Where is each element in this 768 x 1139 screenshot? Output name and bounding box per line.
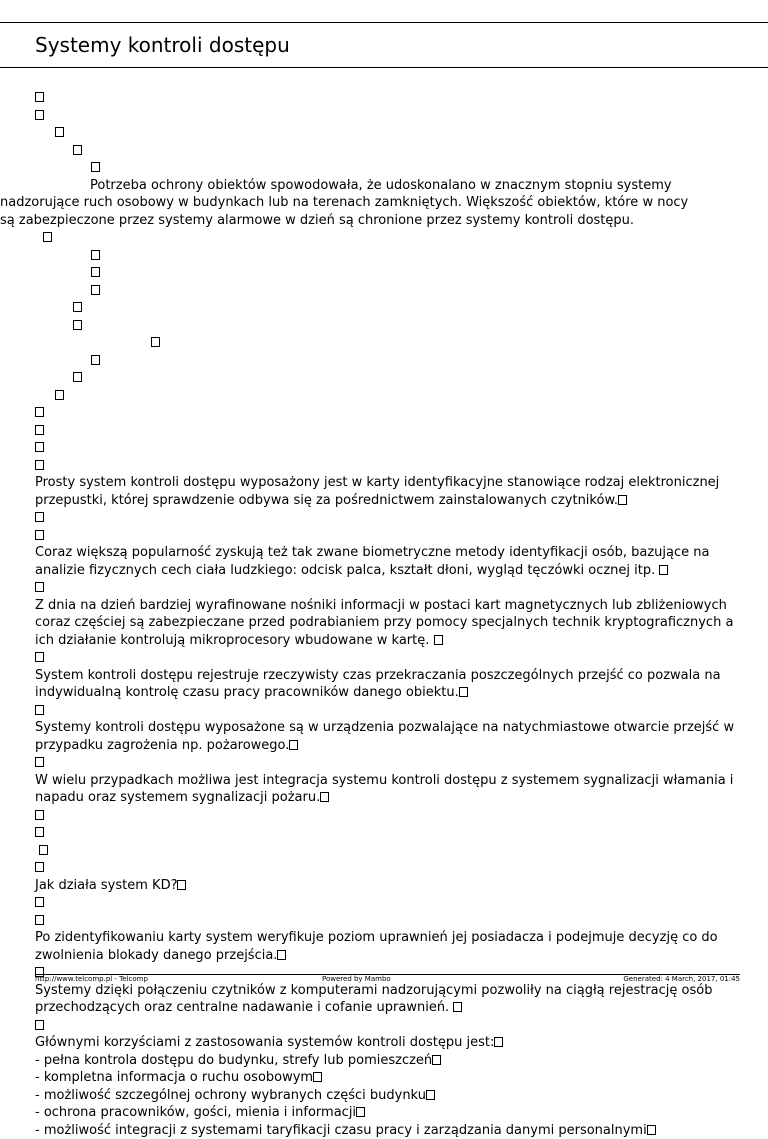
- missing-glyph-icon: [91, 267, 100, 277]
- missing-glyph-icon: [459, 687, 468, 697]
- placeholder-line: [35, 369, 740, 387]
- missing-glyph-icon: [356, 1107, 365, 1117]
- missing-glyph-icon: [55, 127, 64, 137]
- missing-glyph-icon: [151, 337, 160, 347]
- missing-glyph-icon: [35, 442, 44, 452]
- paragraph: [35, 544, 740, 579]
- missing-glyph-icon: [35, 827, 44, 837]
- missing-glyph-icon: [35, 810, 44, 820]
- paragraph-text: Głównymi korzyściami z zastosowania systemów kontroli dostępu jest:: [35, 1035, 494, 1050]
- placeholder-line: [35, 229, 740, 247]
- paragraph: [35, 772, 740, 807]
- placeholder-line: [35, 142, 740, 160]
- missing-glyph-icon: [494, 1037, 503, 1047]
- missing-glyph-icon: [35, 110, 44, 120]
- missing-glyph-icon: [35, 407, 44, 417]
- paragraph-text: Potrzeba ochrony obiektów spowodowała, że udoskonalano w znacznym stopniu systemy nadzorujące ruch osobowy w budynkach lub na terenach zamkniętych. Większość obiektów, które w nocy są zabezpieczone przez systemy alarmowe w dzień są chronione przez systemy kontroli dostępu.: [0, 178, 688, 228]
- placeholder-line: [35, 912, 740, 930]
- missing-glyph-icon: [35, 92, 44, 102]
- list-item: [35, 1122, 740, 1139]
- paragraph: [35, 597, 740, 650]
- missing-glyph-icon: [35, 862, 44, 872]
- placeholder-line: [35, 299, 740, 317]
- missing-glyph-icon: [35, 705, 44, 715]
- missing-glyph-icon: [39, 845, 48, 855]
- missing-glyph-icon: [73, 372, 82, 382]
- missing-glyph-icon: [35, 530, 44, 540]
- placeholder-line: [35, 352, 740, 370]
- placeholder-line: [35, 334, 740, 352]
- title-rule: [0, 67, 768, 68]
- placeholder-line: [35, 894, 740, 912]
- footer-generated-date: Generated: 4 March, 2017, 01:45: [623, 975, 740, 983]
- missing-glyph-icon: [35, 1020, 44, 1030]
- missing-glyph-icon: [73, 320, 82, 330]
- missing-glyph-icon: [453, 1002, 462, 1012]
- placeholder-line: [35, 89, 740, 107]
- missing-glyph-icon: [35, 915, 44, 925]
- placeholder-line: [35, 754, 740, 772]
- paragraph-text: Systemy dzięki połączeniu czytników z komputerami nadzorującymi pozwoliły na ciągłą rejestrację osób przechodzących oraz centralne nadawanie i cofanie uprawnień.: [35, 983, 712, 1016]
- list-item-text: - możliwość integracji z systemami taryfikacji czasu pracy i zarządzania danymi personalnymi: [35, 1123, 647, 1138]
- missing-glyph-icon: [91, 162, 100, 172]
- placeholder-line: [35, 702, 740, 720]
- placeholder-line: [35, 159, 740, 177]
- footer-powered-by: Powered by Mambo: [322, 975, 391, 983]
- list-item-text: - możliwość szczególnej ochrony wybranych części budynku: [35, 1088, 426, 1103]
- question-text: Jak działa system KD?: [35, 878, 177, 893]
- paragraph-text: Prosty system kontroli dostępu wyposażony jest w karty identyfikacyjne stanowiące rodzaj elektronicznej przepustki, której sprawdzenie odbywa się za pośrednictwem zainstalowanych czytników.: [35, 475, 719, 508]
- list-item-text: - pełna kontrola dostępu do budynku, strefy lub pomieszczeń: [35, 1053, 432, 1068]
- placeholder-line: [35, 579, 740, 597]
- placeholder-line: [35, 457, 740, 475]
- missing-glyph-icon: [432, 1055, 441, 1065]
- placeholder-line: [35, 124, 740, 142]
- placeholder-line: [35, 824, 740, 842]
- paragraph: [35, 667, 740, 702]
- paragraph: [35, 719, 740, 754]
- footer-url: http://www.telcomp.pl - Telcomp: [35, 975, 148, 983]
- missing-glyph-icon: [35, 425, 44, 435]
- placeholder-line: [35, 649, 740, 667]
- placeholder-line: [35, 282, 740, 300]
- missing-glyph-icon: [35, 897, 44, 907]
- missing-glyph-icon: [647, 1125, 656, 1135]
- placeholder-line: [35, 439, 740, 457]
- missing-glyph-icon: [73, 145, 82, 155]
- missing-glyph-icon: [35, 652, 44, 662]
- placeholder-line: [35, 387, 740, 405]
- list-item: [35, 1069, 740, 1087]
- paragraph-text: Coraz większą popularność zyskują też tak zwane biometryczne metody identyfikacji osób, bazujące na analizie fizycznych cech ciała ludzkiego: odcisk palca, kształt dłoni, wygląd tęczówki ocznej itp.: [35, 545, 709, 578]
- missing-glyph-icon: [55, 390, 64, 400]
- paragraph-text: Systemy kontroli dostępu wyposażone są w urządzenia pozwalające na natychmiastowe otwarcie przejść w przypadku zagrożenia np. pożarowego.: [35, 720, 734, 753]
- page-footer: [35, 975, 740, 987]
- placeholder-line: [35, 509, 740, 527]
- missing-glyph-icon: [659, 565, 668, 575]
- paragraph-text: Po zidentyfikowaniu karty system weryfikuje poziom uprawnień jej posiadacza i podejmuje decyzję co do zwolnienia blokady danego przejścia.: [35, 930, 718, 963]
- placeholder-line: [35, 422, 740, 440]
- placeholder-line: [35, 264, 740, 282]
- missing-glyph-icon: [91, 250, 100, 260]
- list-item-text: - ochrona pracowników, gości, mienia i informacji: [35, 1105, 356, 1120]
- missing-glyph-icon: [91, 285, 100, 295]
- page-title: Systemy kontroli dostępu: [35, 33, 290, 57]
- missing-glyph-icon: [434, 635, 443, 645]
- missing-glyph-icon: [35, 460, 44, 470]
- missing-glyph-icon: [35, 757, 44, 767]
- missing-glyph-icon: [35, 512, 44, 522]
- missing-glyph-icon: [289, 740, 298, 750]
- paragraph: [35, 1034, 740, 1052]
- paragraph-text: W wielu przypadkach możliwa jest integracja systemu kontroli dostępu z systemem sygnalizacji włamania i napadu oraz systemem sygnalizacji pożaru.: [35, 773, 733, 806]
- list-item: [35, 1087, 740, 1105]
- paragraph: [35, 929, 740, 964]
- missing-glyph-icon: [618, 495, 627, 505]
- paragraph-text: System kontroli dostępu rejestruje rzeczywisty czas przekraczania poszczególnych przejść co pozwala na indywidualną kontrolę czasu pracy pracowników danego obiektu.: [35, 668, 721, 701]
- question-heading: [35, 877, 740, 895]
- missing-glyph-icon: [277, 950, 286, 960]
- placeholder-line: [35, 807, 740, 825]
- placeholder-line: [35, 527, 740, 545]
- missing-glyph-icon: [43, 232, 52, 242]
- missing-glyph-icon: [73, 302, 82, 312]
- placeholder-line: [35, 247, 740, 265]
- missing-glyph-icon: [35, 582, 44, 592]
- missing-glyph-icon: [426, 1090, 435, 1100]
- list-item: [35, 1052, 740, 1070]
- placeholder-line: [35, 404, 740, 422]
- placeholder-line: [35, 107, 740, 125]
- placeholder-line: [35, 317, 740, 335]
- list-item: [35, 1104, 740, 1122]
- paragraph: [0, 177, 705, 230]
- placeholder-line: [35, 859, 740, 877]
- paragraph-text: Z dnia na dzień bardziej wyrafinowane nośniki informacji w postaci kart magnetycznych lub zbliżeniowych coraz częściej są zabezpieczane przed podrabianiem przy pomocy specjalnych technik kryptograficznych a ich działanie kontrolują mikroprocesory wbudowane w kartę.: [35, 598, 733, 648]
- placeholder-line: [35, 1017, 740, 1035]
- top-rule: [0, 22, 768, 23]
- placeholder-line: [35, 842, 740, 860]
- missing-glyph-icon: [91, 355, 100, 365]
- missing-glyph-icon: [313, 1072, 322, 1082]
- missing-glyph-icon: [177, 880, 186, 890]
- paragraph: [35, 474, 740, 509]
- list-item-text: - kompletna informacja o ruchu osobowym: [35, 1070, 313, 1085]
- missing-glyph-icon: [320, 792, 329, 802]
